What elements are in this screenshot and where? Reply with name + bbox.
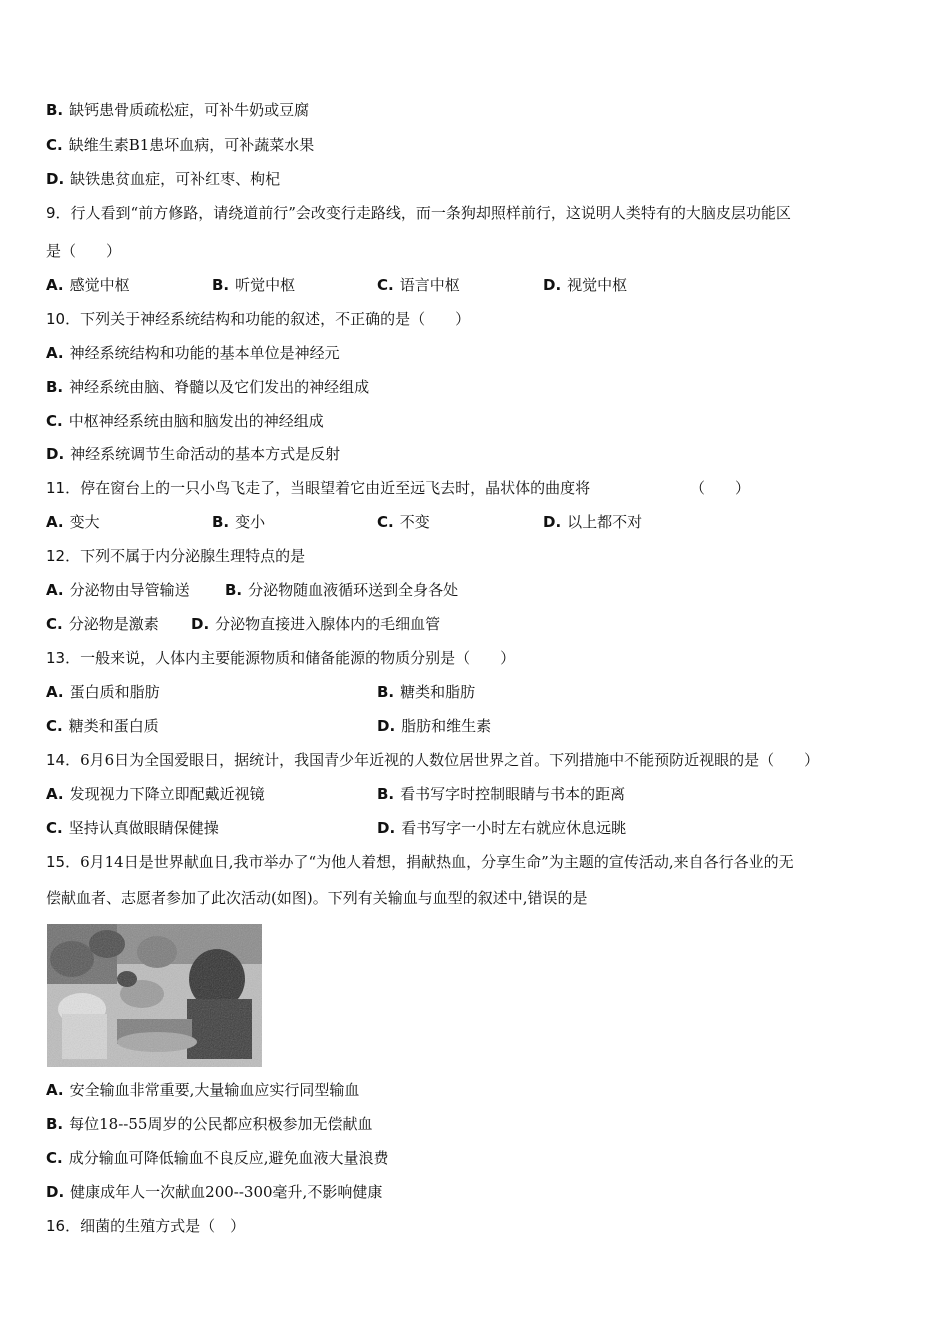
q12-option-c bbox=[46, 614, 159, 634]
option-label: D. bbox=[191, 615, 210, 633]
option-text: 脂肪和维生素 bbox=[401, 717, 492, 735]
question-number: 15． bbox=[46, 853, 81, 871]
option-label: C. bbox=[46, 717, 63, 735]
option-label: D. bbox=[46, 170, 65, 188]
q12-stem bbox=[46, 546, 305, 566]
option-text: 神经系统由脑、脊髓以及它们发出的神经组成 bbox=[69, 378, 370, 396]
option-label: D. bbox=[46, 445, 65, 463]
question-number: 13． bbox=[46, 649, 81, 667]
option-text: 看书写字一小时左右就应休息远眺 bbox=[401, 819, 627, 837]
q11-answer-paren: （ ） bbox=[690, 479, 751, 497]
option-label: C. bbox=[46, 1149, 63, 1167]
option-label: D. bbox=[377, 717, 396, 735]
option-label: B. bbox=[377, 785, 395, 803]
question-stem-text: 6月6日为全国爱眼日，据统计，我国青少年近视的人数位居世界之首。下列措施中不能预防近视眼的是（ ） bbox=[80, 751, 820, 769]
option-label: A. bbox=[46, 785, 64, 803]
q13-stem bbox=[46, 648, 515, 668]
option-label: A. bbox=[46, 276, 64, 294]
option-label: B. bbox=[46, 101, 64, 119]
option-text: 成分输血可降低输血不良反应,避免血液大量浪费 bbox=[68, 1149, 389, 1167]
q15-option-a bbox=[46, 1080, 359, 1100]
option-label: B. bbox=[212, 276, 230, 294]
q11-option-d bbox=[543, 512, 642, 532]
option-text: 神经系统调节生命活动的基本方式是反射 bbox=[70, 445, 341, 463]
option-label: A. bbox=[46, 1081, 64, 1099]
q11-stem bbox=[46, 478, 590, 498]
q14-stem bbox=[46, 750, 819, 770]
option-label: B. bbox=[46, 1115, 64, 1133]
q10-option-a bbox=[46, 343, 340, 363]
question-number: 16． bbox=[46, 1217, 81, 1235]
option-text: 糖类和脂肪 bbox=[400, 683, 476, 701]
q9-option-a bbox=[46, 275, 130, 295]
option-text: 蛋白质和脂肪 bbox=[69, 683, 160, 701]
option-text: 不变 bbox=[399, 513, 430, 531]
option-text: 分泌物随血液循环送到全身各处 bbox=[248, 581, 459, 599]
question-number: 9． bbox=[46, 204, 71, 222]
q15-stem-continued bbox=[46, 888, 587, 908]
q13-option-b bbox=[377, 682, 475, 702]
option-text: 听觉中枢 bbox=[235, 276, 296, 294]
question-number: 10． bbox=[46, 310, 81, 328]
q8-option-d bbox=[46, 169, 280, 189]
option-label: B. bbox=[46, 378, 64, 396]
q9-option-c bbox=[377, 275, 460, 295]
option-text: 发现视力下降立即配戴近视镜 bbox=[69, 785, 265, 803]
option-label: B. bbox=[212, 513, 230, 531]
q9-option-d bbox=[543, 275, 627, 295]
blood-donation-photo bbox=[47, 924, 262, 1067]
option-text: 中枢神经系统由脑和脑发出的神经组成 bbox=[68, 412, 324, 430]
q16-stem bbox=[46, 1216, 245, 1236]
option-text: 分泌物是激素 bbox=[68, 615, 159, 633]
option-text: 变小 bbox=[235, 513, 266, 531]
option-text: 分泌物由导管输送 bbox=[69, 581, 190, 599]
q11-option-a bbox=[46, 512, 100, 532]
option-text: 安全输血非常重要,大量输血应实行同型输血 bbox=[69, 1081, 360, 1099]
question-stem-text: 下列关于神经系统结构和功能的叙述，不正确的是（ ） bbox=[80, 310, 471, 328]
option-label: A. bbox=[46, 344, 64, 362]
q15-stem bbox=[46, 852, 794, 872]
option-text: 坚持认真做眼睛保健操 bbox=[68, 819, 219, 837]
option-label: D. bbox=[377, 819, 396, 837]
option-text: 缺钙患骨质疏松症，可补牛奶或豆腐 bbox=[69, 101, 310, 119]
option-text: 以上都不对 bbox=[567, 513, 643, 531]
q8-option-b bbox=[46, 100, 309, 120]
q14-option-a bbox=[46, 784, 265, 804]
q15-option-d bbox=[46, 1182, 382, 1202]
option-text: 缺铁患贫血症，可补红枣、枸杞 bbox=[70, 170, 281, 188]
option-text: 看书写字时控制眼睛与书本的距离 bbox=[400, 785, 626, 803]
option-label: C. bbox=[46, 615, 63, 633]
q15-option-c bbox=[46, 1148, 389, 1168]
q10-option-c bbox=[46, 411, 324, 431]
q10-option-b bbox=[46, 377, 369, 397]
option-label: C. bbox=[46, 412, 63, 430]
option-label: B. bbox=[225, 581, 243, 599]
q13-option-a bbox=[46, 682, 160, 702]
option-text: 糖类和蛋白质 bbox=[68, 717, 159, 735]
question-number: 14． bbox=[46, 751, 81, 769]
option-label: C. bbox=[46, 136, 63, 154]
question-stem-text: 停在窗台上的一只小鸟飞走了，当眼望着它由近至远飞去时，晶状体的曲度将 bbox=[80, 479, 591, 497]
q12-option-b bbox=[225, 580, 458, 600]
q8-option-c bbox=[46, 135, 314, 155]
q9-stem-continued bbox=[46, 241, 121, 261]
option-text: 感觉中枢 bbox=[69, 276, 130, 294]
q14-option-d bbox=[377, 818, 626, 838]
option-label: D. bbox=[46, 1183, 65, 1201]
question-number: 11． bbox=[46, 479, 81, 497]
option-label: A. bbox=[46, 513, 64, 531]
option-label: B. bbox=[377, 683, 395, 701]
option-text: 健康成年人一次献血200--300毫升,不影响健康 bbox=[70, 1183, 383, 1201]
option-label: C. bbox=[46, 819, 63, 837]
q12-option-a bbox=[46, 580, 190, 600]
option-text: 语言中枢 bbox=[399, 276, 460, 294]
option-text: 分泌物直接进入腺体内的毛细血管 bbox=[215, 615, 441, 633]
option-label: D. bbox=[543, 513, 562, 531]
option-text: 视觉中枢 bbox=[567, 276, 628, 294]
question-stem-text: 6月14日是世界献血日,我市举办了“为他人着想，捐献热血，分享生命”为主题的宣传活动,来自各行各业的无 bbox=[80, 853, 794, 871]
option-label: C. bbox=[377, 276, 394, 294]
option-label: A. bbox=[46, 581, 64, 599]
q13-option-c bbox=[46, 716, 159, 736]
question-stem-text: 下列不属于内分泌腺生理特点的是 bbox=[80, 547, 306, 565]
q14-option-b bbox=[377, 784, 625, 804]
question-stem-text: 一般来说，人体内主要能源物质和储备能源的物质分别是（ ） bbox=[80, 649, 516, 667]
q10-option-d bbox=[46, 444, 340, 464]
q9-option-b bbox=[212, 275, 295, 295]
q13-option-d bbox=[377, 716, 491, 736]
q9-stem bbox=[46, 203, 791, 223]
option-text: 变大 bbox=[69, 513, 100, 531]
question-number: 12． bbox=[46, 547, 81, 565]
option-text: 缺维生素B1患坏血病，可补蔬菜水果 bbox=[68, 136, 315, 154]
question-stem-text: 偿献血者、志愿者参加了此次活动(如图)。下列有关输血与血型的叙述中,错误的是 bbox=[46, 889, 588, 907]
q11-option-c bbox=[377, 512, 430, 532]
q15-option-b bbox=[46, 1114, 372, 1134]
option-text: 每位18--55周岁的公民都应积极参加无偿献血 bbox=[69, 1115, 373, 1133]
question-stem-text: 行人看到“前方修路，请绕道前行”会改变行走路线，而一条狗却照样前行，这说明人类特有的大脑皮层功能区 bbox=[70, 204, 791, 222]
q12-option-d bbox=[191, 614, 440, 634]
option-label: A. bbox=[46, 683, 64, 701]
option-label: C. bbox=[377, 513, 394, 531]
q11-option-b bbox=[212, 512, 265, 532]
q10-stem bbox=[46, 309, 470, 329]
q14-option-c bbox=[46, 818, 219, 838]
option-label: D. bbox=[543, 276, 562, 294]
question-stem-text: 是（ ） bbox=[46, 242, 122, 260]
option-text: 神经系统结构和功能的基本单位是神经元 bbox=[69, 344, 340, 362]
question-stem-text: 细菌的生殖方式是（ ） bbox=[80, 1217, 246, 1235]
